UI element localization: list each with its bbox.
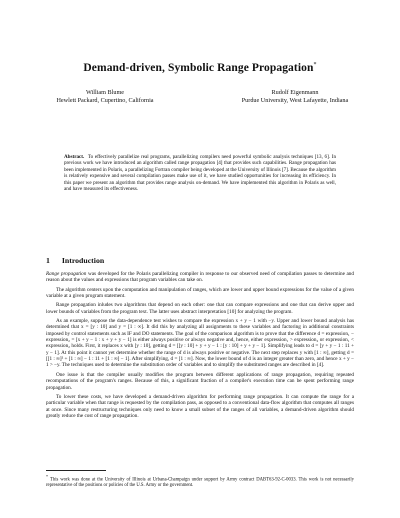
body-text (46, 271, 354, 422)
footnote-mark: * (46, 474, 48, 479)
footnote (46, 474, 354, 489)
paragraph: As an example, suppose the data-dependence test wishes to compare the expression x + y − 1 with −y. Upper and lower bound analysis has determined that x = [y : 10] and y = [1 : ∞]. It did this by analyzing all assignments to these variables and factoring in additional constraints imposed by control statements such as IF and DO statements. The goal of the comparison algorithm is to prove that the difference d = expression₁ − expression₂ = [x + y − 1 : x + y + y − 1] is either always positive or always negative and, hence, either expression₁ > expression₂ or expression₁ < expression₂ holds. First, it replaces x with [y : 10], getting d = [[y : 10] + y + y − 1 : [y : 10] + y + y − 1]. Simplifying leads to d = [y + y − 1 : 11 + y − 1]. At this point it cannot yet determine whether the range of d is always positive or negative. The next step replaces y with [1 : ∞], getting d = [[1 : ∞]² + [1 : ∞] − 1 : 11 + [1 : ∞] − 1]. After simplifying, d = [1 : ∞]. Now, the lower bound of d is an integer greater than zero, and hence x + y − 1 > −y. The techniques used to determine the substitution order of variables and to simplify the substituted ranges are described in [4]. (46, 318, 354, 369)
abstract (64, 154, 336, 193)
section-number: 1 (46, 256, 50, 265)
paragraph: To lower these costs, we have developed a demand-driven algorithm for performing range propagation. It can compute the range for a particular variable when that range is requested by the compilation pass, as opposed to a conventional data-flow algorithm that computes all ranges at once. Since many restructuring techniques only need to know a small subset of the ranges of all variables, a demand-driven algorithm should greatly reduce the cost of range propagation. (46, 393, 354, 419)
paper-title: Demand-driven, Symbolic Range Propagation* (83, 62, 317, 74)
term-range-propagation: Range propagation (46, 271, 87, 277)
paragraph: The algorithm centers upon the computation and manipulation of ranges, which are lower and upper bound expressions for the value of a given variable at a given program statement. (46, 286, 354, 300)
paragraph: Range propagation inludes two algorithms that depend on each other: one that can compare expressions and one that can derive upper and lower bounds of variables from the program text. The latter uses abstract interpretation [10] for analyzing the program. (46, 302, 354, 315)
paragraph: Range propagation was developed for the Polaris parallelizing compiler in response to our observed need of compilation passes to determine and reason about the values and expressions that program variables can take on. (46, 271, 354, 284)
footnote-rule (46, 470, 106, 471)
section-title: Introduction (61, 256, 105, 265)
abstract-label: Abstract. (64, 154, 85, 160)
title-footnote-mark: * (313, 62, 317, 69)
author-name: William Blume (85, 89, 125, 96)
author-name: Rudolf Eigenmann (271, 89, 319, 96)
author-affiliation: Purdue University, West Lafayette, Indiana (241, 97, 349, 104)
section-heading (46, 256, 104, 265)
author-block (40, 89, 170, 105)
author-affiliation: Hewlett Packard, Cupertino, California (56, 97, 154, 104)
abstract-text: To effectively parallelize real programs, parallelizing compilers need powerful symbolic analysis techniques [13, 6]. In previous work we have introduced an algorithm called range propagation [4] that provides such capabilities. Range propagation has been implemented in Polaris, a parallelizing Fortran compiler being developed at the University of Illinois [7]. Because the algorithm is relatively expensive and several compilation passes make use of it, we have studied opportunities for increasing its efficiency. In this paper we present an algorithm that provides range analysis on-demand. We have implemented this algorithm in Polaris as well, and have measured its effectiveness. (64, 154, 336, 193)
paragraph: One issue is that the compiler usually modifies the program between different applications of range propagation, requiring repeated recomputations of the program's ranges. Because of this, a significant fraction of a compiler's execution time can be spent performing range propagation. (46, 371, 354, 391)
author-block (230, 89, 360, 105)
footnote-text: This work was done at the University of Illinois at Urbana-Champaign under support by Army contract DABT63-92-C-0033. This work is not necessarily representative of the positions or policies of the U.S. Army or the government. (46, 477, 354, 489)
